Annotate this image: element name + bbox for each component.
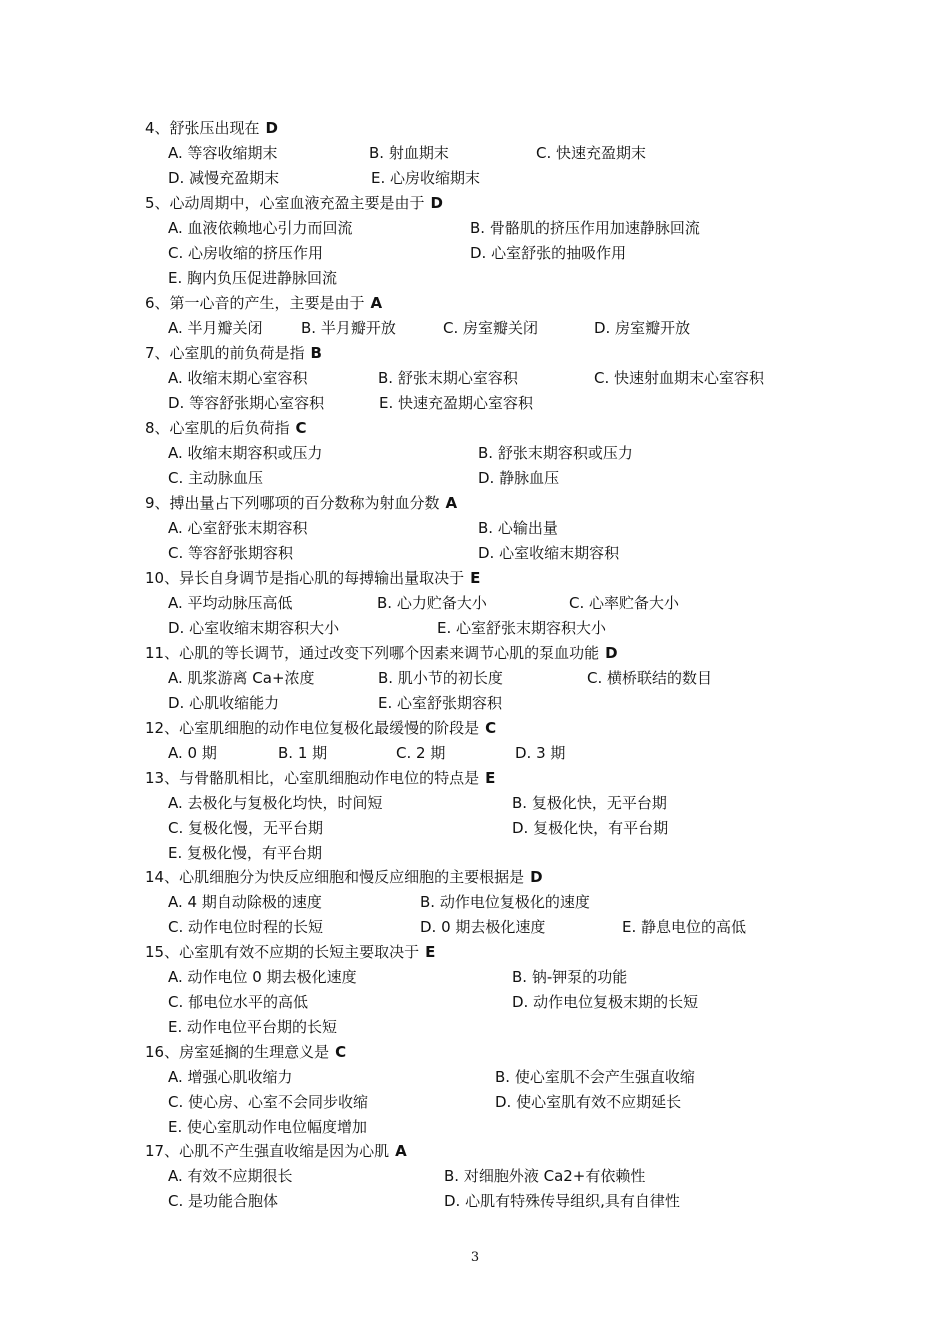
option: A. 4 期自动除极的速度 [168,893,322,911]
option: D. 心室舒张的抽吸作用 [470,244,627,262]
option: B. 舒张末期容积或压力 [478,444,633,462]
answer-key: D [530,868,543,886]
option: A. 去极化与复极化均快，时间短 [168,794,383,812]
question-stem: 10、异长自身调节是指心肌的每搏输出量取决于 [145,569,465,587]
option: D. 静脉血压 [478,469,560,487]
question-stem: 12、心室肌细胞的动作电位复极化最缓慢的阶段是 [145,719,480,737]
option: B. 半月瓣开放 [301,319,396,337]
option: B. 钠-钾泵的功能 [512,968,628,986]
question-stem: 9、搏出量占下列哪项的百分数称为射血分数 [145,494,440,512]
answer-key: D [605,644,618,662]
question-8 [145,418,307,438]
option: E. 使心室肌动作电位幅度增加 [168,1118,368,1136]
option: A. 动作电位 0 期去极化速度 [168,968,357,986]
answer-key: D [265,119,278,137]
answer-key: D [430,194,443,212]
question-stem: 6、第一心音的产生，主要是由于 [145,294,365,312]
option: A. 心室舒张末期容积 [168,519,308,537]
option: B. 心输出量 [478,519,558,537]
option: A. 有效不应期很长 [168,1167,293,1185]
question-9 [145,493,457,513]
question-13 [145,768,495,788]
option: B. 射血期末 [369,144,449,162]
option: A. 肌浆游离 Ca+浓度 [168,669,315,687]
question-stem: 13、与骨骼肌相比，心室肌细胞动作电位的特点是 [145,769,480,787]
question-17 [145,1141,407,1161]
option: E. 心室舒张期容积 [378,694,503,712]
option: B. 1 期 [278,744,328,762]
option: D. 等容舒张期心室容积 [168,394,325,412]
option: E. 动作电位平台期的长短 [168,1018,338,1036]
option: C. 横桥联结的数目 [587,669,713,687]
option: B. 对细胞外液 Ca2+有依赖性 [444,1167,646,1185]
page-number: 3 [470,1250,480,1265]
answer-key: A [445,494,458,512]
answer-key: E [425,943,436,961]
question-6 [145,293,382,313]
option: D. 房室瓣开放 [594,319,691,337]
question-stem: 15、心室肌有效不应期的长短主要取决于 [145,943,420,961]
option: D. 3 期 [515,744,566,762]
option: E. 心室舒张末期容积大小 [437,619,607,637]
option: E. 复极化慢，有平台期 [168,844,323,862]
option: C. 是功能合胞体 [168,1192,279,1210]
option: C. 郁电位水平的高低 [168,993,309,1011]
option: A. 增强心肌收缩力 [168,1068,293,1086]
question-15 [145,942,435,962]
option: A. 0 期 [168,744,217,762]
question-stem: 11、心肌的等长调节，通过改变下列哪个因素来调节心肌的泵血功能 [145,644,600,662]
option: B. 复极化快，无平台期 [512,794,667,812]
option: D. 心肌有特殊传导组织,具有自律性 [444,1192,680,1210]
option: D. 0 期去极化速度 [420,918,546,936]
option: B. 骨骼肌的挤压作用加速静脉回流 [470,219,700,237]
answer-key: E [485,769,496,787]
option: A. 等容收缩期末 [168,144,278,162]
option: A. 收缩末期心室容积 [168,369,308,387]
option: A. 收缩末期容积或压力 [168,444,323,462]
answer-key: C [335,1043,347,1061]
question-10 [145,568,480,588]
option: D. 减慢充盈期末 [168,169,280,187]
question-5 [145,193,443,213]
option: B. 舒张末期心室容积 [378,369,518,387]
option: D. 心肌收缩能力 [168,694,280,712]
question-stem: 7、心室肌的前负荷是指 [145,344,305,362]
option: E. 胸内负压促进静脉回流 [168,269,338,287]
option: C. 心率贮备大小 [569,594,680,612]
option: C. 等容舒张期容积 [168,544,294,562]
question-12 [145,718,496,738]
answer-key: C [295,419,307,437]
question-stem: 4、舒张压出现在 [145,119,260,137]
option: A. 平均动脉压高低 [168,594,293,612]
answer-key: A [395,1142,407,1160]
question-14 [145,867,543,887]
question-stem: 8、心室肌的后负荷指 [145,419,290,437]
question-4 [145,118,278,138]
question-stem: 17、心肌不产生强直收缩是因为心肌 [145,1142,390,1160]
option: C. 动作电位时程的长短 [168,918,324,936]
option: C. 房室瓣关闭 [443,319,539,337]
answer-key: C [485,719,497,737]
option: C. 心房收缩的挤压作用 [168,244,324,262]
option: C. 快速充盈期末 [536,144,647,162]
question-stem: 16、房室延搁的生理意义是 [145,1043,330,1061]
option: D. 心室收缩末期容积 [478,544,620,562]
answer-key: B [310,344,322,362]
answer-key: E [470,569,481,587]
option: C. 使心房、心室不会同步收缩 [168,1093,369,1111]
option: D. 使心室肌有效不应期延长 [495,1093,682,1111]
question-16 [145,1042,346,1062]
question-11 [145,643,618,663]
option: D. 动作电位复极末期的长短 [512,993,699,1011]
answer-key: A [370,294,383,312]
option: B. 使心室肌不会产生强直收缩 [495,1068,695,1086]
option: D. 心室收缩末期容积大小 [168,619,340,637]
question-stem: 5、心动周期中，心室血液充盈主要是由于 [145,194,425,212]
option: A. 血液依赖地心引力而回流 [168,219,353,237]
question-stem: 14、心肌细胞分为快反应细胞和慢反应细胞的主要根据是 [145,868,525,886]
option: C. 复极化慢，无平台期 [168,819,324,837]
option: C. 2 期 [396,744,446,762]
option: E. 快速充盈期心室容积 [379,394,534,412]
option: E. 静息电位的高低 [622,918,747,936]
option: B. 肌小节的初长度 [378,669,503,687]
option: B. 心力贮备大小 [377,594,487,612]
option: D. 复极化快，有平台期 [512,819,669,837]
question-7 [145,343,322,363]
option: C. 快速射血期末心室容积 [594,369,765,387]
option: C. 主动脉血压 [168,469,264,487]
option: A. 半月瓣关闭 [168,319,263,337]
option: E. 心房收缩期末 [371,169,481,187]
option: B. 动作电位复极化的速度 [420,893,590,911]
